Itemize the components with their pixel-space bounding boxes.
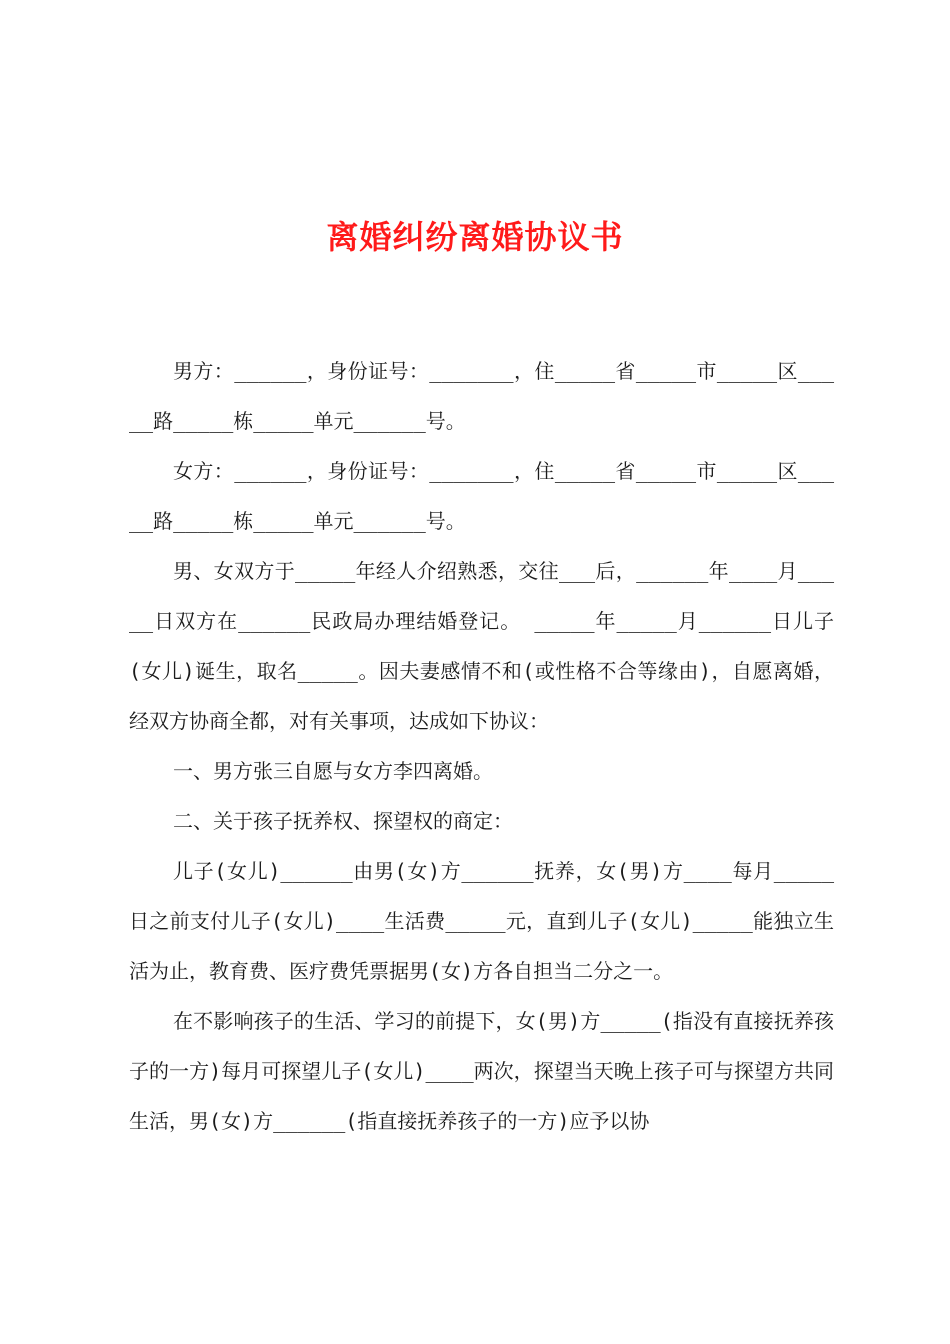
paragraph-marriage-history: 男、女双方于_____年经人介绍熟悉，交往___后，______年____月_____日双方在______民政局办理结婚登记。 _____年_____月______日儿子(女儿)诞生，取名_____。因夫妻感情不和(或性格不合等缘由)，自愿离婚，经双方协商全都，对有关事项，达成如下协议： [129, 559, 834, 733]
paragraph-clause-one: 一、男方张三自愿与女方李四离婚。 [173, 759, 493, 783]
paragraph-clause-two-heading: 二、关于孩子抚养权、探望权的商定： [173, 809, 513, 833]
document-title: 离婚纠纷离婚协议书 [326, 218, 624, 256]
paragraph-custody-support: 儿子(女儿)______由男(女)方______抚养，女(男)方____每月_____日之前支付儿子(女儿)____生活费_____元，直到儿子(女儿)_____能独立生活为止，教育费、医疗费凭票据男(女)方各自担当二分之一。 [129, 859, 834, 983]
paragraph-visitation: 在不影响孩子的生活、学习的前提下，女(男)方_____(指没有直接抚养孩子的一方)每月可探望儿子(女儿)____两次，探望当天晚上孩子可与探望方共同生活，男(女)方______(指直接抚养孩子的一方)应予以协 [129, 1009, 834, 1133]
paragraph-male-party: 男方：______，身份证号：_______，住_____省_____市_____区_____路_____栋_____单元______号。 [129, 359, 834, 433]
document-body [129, 346, 834, 1146]
paragraph-female-party: 女方：______，身份证号：_______，住_____省_____市_____区_____路_____栋_____单元______号。 [129, 459, 834, 533]
